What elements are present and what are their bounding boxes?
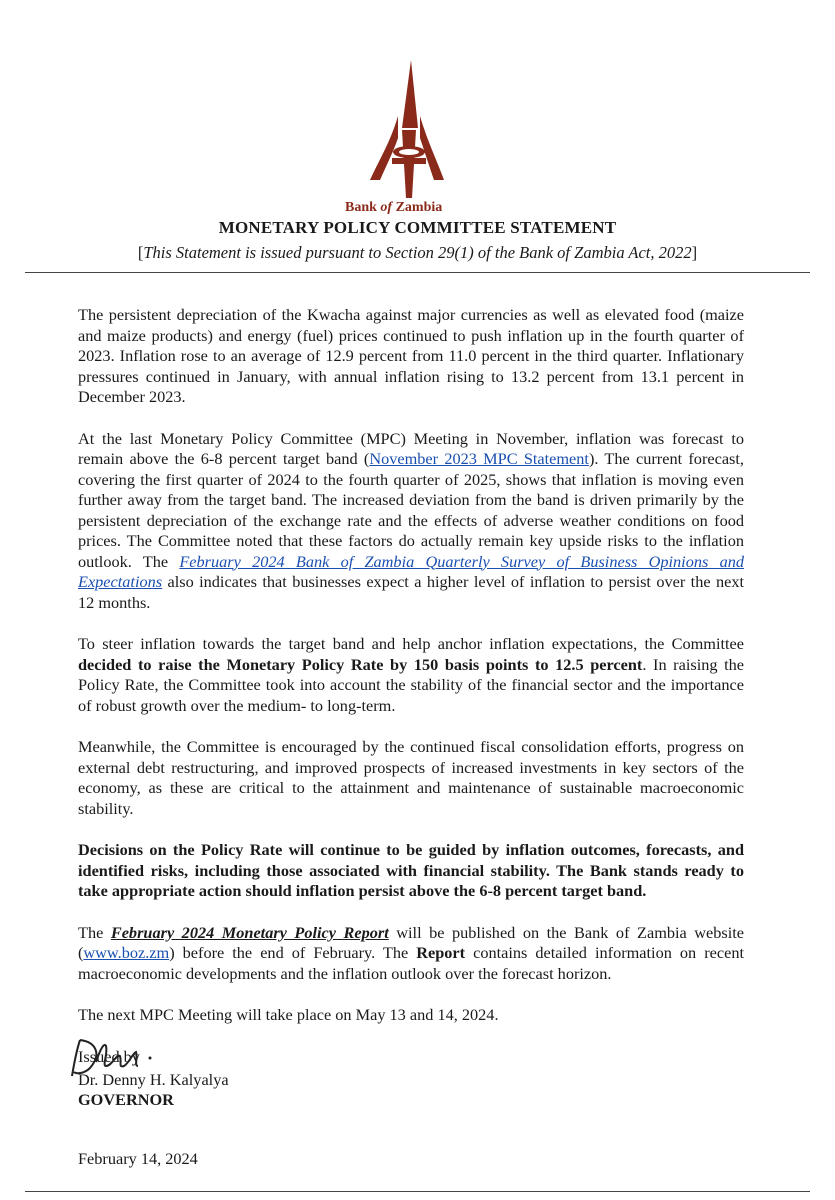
statement-date: February 14, 2024 [78,1149,198,1168]
header-divider [25,272,810,273]
paragraph-report: The February 2024 Monetary Policy Report will be published on the Bank of Zambia website (www.boz.zm) before the end of February. The Report contains detailed information on recent macroeconomic developments and the inflation outlook over the forecast horizon. [78,922,744,983]
paragraph-decision: To steer inflation towards the target band and help anchor inflation expectations, the Committee decided to raise the Monetary Policy Rate by 150 basis points to 12.5 percent. In raising the Policy Rate, the Committee took into account the stability of the financial sector and the importance of robust growth over the medium- to long-term. [78,634,744,715]
paragraph-next-meeting: The next MPC Meeting will take place on May 13 and 14, 2024. [78,1005,499,1024]
paragraph-inflation: The persistent depreciation of the Kwacha against major currencies as well as elevated food (maize and maize products) and energy (fuel) prices continued to push inflation up in the fourth quarter of 2023. Inflation rose to an average of 12.9 percent from 11.0 percent in the third quarter. Inflationary pressures continued in January, with annual inflation rising to 13.2 percent from 13.1 percent in December 2023. [78,305,744,406]
bank-of-zambia-logo-icon [340,58,450,208]
signatory-role: GOVERNOR [78,1090,174,1109]
footer-divider [25,1191,810,1192]
paragraph-guidance: Decisions on the Policy Rate will continue to be guided by inflation outcomes, forecasts, and identified risks, including those associated with financial stability. The Bank stands ready to take appropriate action should inflation persist above the 6-8 percent target band. [78,840,744,900]
november-2023-mpc-statement-link[interactable]: November 2023 MPC Statement [369,449,589,468]
business-survey-link[interactable]: February 2024 Bank of Zambia Quarterly Survey of Business Opinions and Expectations [78,551,744,591]
statement-body [78,305,744,1088]
paragraph-forecast: At the last Monetary Policy Committee (MPC) Meeting in November, inflation was forecast to remain above the 6-8 percent target band (November 2023 MPC Statement). The current forecast, covering the first quarter of 2024 to the fourth quarter of 2025, shows that inflation is moving even further away from the target band. The increased deviation from the band is driven primarily by the persistent depreciation of the exchange rate and the effects of adverse weather conditions on food prices. The Committee noted that these factors do actually remain key upside risks to the inflation outlook. The February 2024 Bank of Zambia Quarterly Survey of Business Opinions and Expectations also indicates that businesses expect a higher level of inflation to persist over the next 12 months. [78,428,744,612]
boz-website-link[interactable]: www.boz.zm [83,943,170,962]
logo-wordmark: Bank of Zambia [345,200,443,215]
document-subtitle: [This Statement is issued pursuant to Section 29(1) of the Bank of Zambia Act, 2022] [137,243,698,262]
paragraph-fiscal: Meanwhile, the Committee is encouraged by the continued fiscal consolidation efforts, progress on external debt restructuring, and improved prospects of increased investments in key sectors of the economy, as these are critical to the attainment and maintenance of sustainable macroeconomic stability. [78,737,744,818]
monetary-policy-report-link[interactable]: February 2024 Monetary Policy Report [110,922,389,942]
document-title: MONETARY POLICY COMMITTEE STATEMENT [218,218,617,237]
signatory-block [78,1070,229,1110]
signatory-name: Dr. Denny H. Kalyalya [78,1070,229,1089]
issued-by-label: Issued by [78,1046,140,1066]
